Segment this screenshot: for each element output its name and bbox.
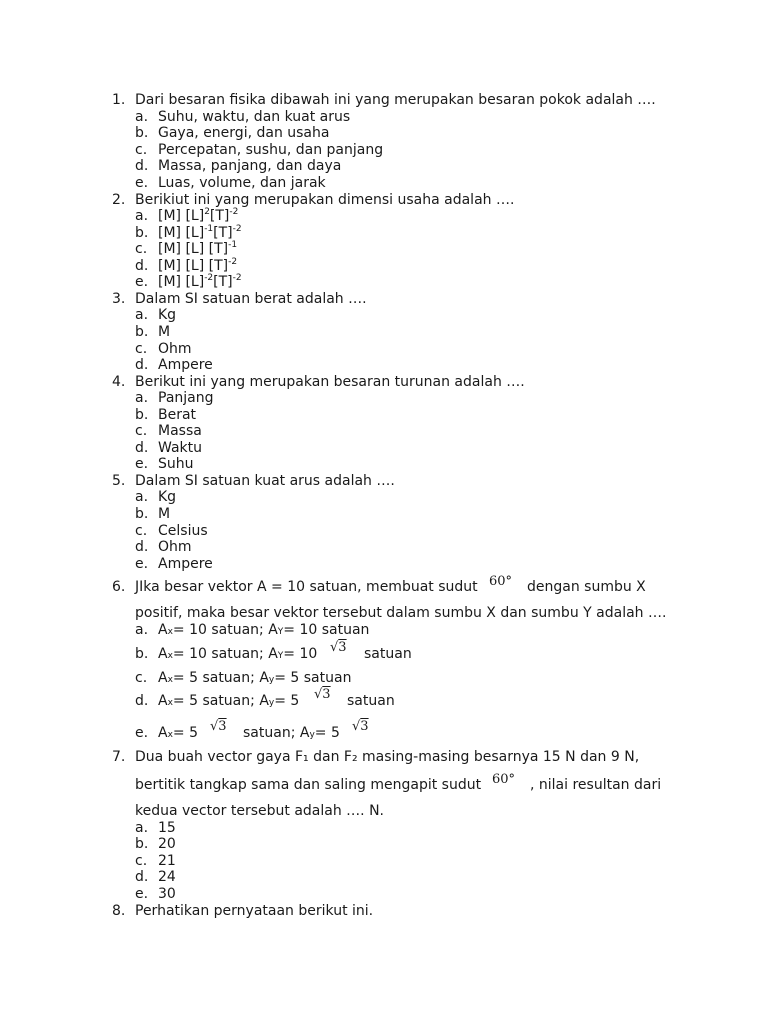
option-value: = 10 satuan; [172, 646, 269, 662]
question-number: 4. [112, 374, 126, 390]
option-text: Massa [158, 423, 202, 439]
question-text: Berikiut ini yang merupakan dimensi usaha adalah …. [135, 192, 515, 208]
vector-symbol: A [268, 646, 278, 662]
option-letter: e. [135, 556, 149, 572]
question-text: kedua vector tersebut adalah …. N. [135, 803, 384, 819]
option-text [158, 725, 198, 744]
exponent: -2 [204, 273, 214, 283]
vector-symbol: A [259, 670, 269, 686]
option-letter: d. [135, 440, 149, 456]
dim-base: [T] [209, 208, 230, 224]
sqrt-symbol: √ [330, 640, 339, 655]
vector-symbol: A [259, 693, 269, 709]
option-letter: c. [135, 241, 148, 257]
subscript: x [167, 698, 173, 708]
option-text: Luas, volume, dan jarak [158, 175, 326, 191]
option-value: = 5 [274, 693, 300, 709]
option-letter: e. [135, 175, 149, 191]
question-text: dengan sumbu X [527, 579, 646, 595]
dim-base: [M] [L] [158, 274, 205, 290]
vector-symbol: A [158, 670, 168, 686]
option-value: = 5 [314, 725, 340, 741]
question-text: Berikut ini yang merupakan besaran turunan adalah …. [135, 374, 525, 390]
question-text: , nilai resultan dari [530, 777, 662, 793]
dim-base: [M] [L] [T] [158, 258, 229, 274]
question-number: 3. [112, 291, 126, 307]
option-letter: e. [135, 886, 149, 902]
option-unit: satuan [347, 693, 395, 709]
exponent: 2 [204, 207, 210, 217]
option-letter: c. [135, 670, 148, 686]
vector-symbol: A [299, 725, 310, 741]
option-text: 24 [158, 869, 176, 885]
option-letter: b. [135, 324, 149, 340]
option-text: M [158, 324, 171, 340]
subscript: x [167, 730, 173, 740]
option-value: = 5 satuan [274, 670, 352, 686]
option-text: Gaya, energi, dan usaha [158, 125, 330, 141]
option-value: = 5 [172, 725, 198, 741]
option-text: Suhu [158, 456, 194, 472]
question-text: Dalam SI satuan berat adalah …. [135, 291, 367, 307]
option-text: Suhu, waktu, dan kuat arus [158, 109, 351, 125]
question-text: Dalam SI satuan kuat arus adalah …. [135, 473, 395, 489]
option-letter: a. [135, 109, 149, 125]
dim-base: [M] [L] [158, 208, 205, 224]
option-letter: b. [135, 407, 149, 423]
option-text: 30 [158, 886, 176, 902]
vector-symbol: A [158, 646, 168, 662]
option-letter: d. [135, 158, 149, 174]
option-value: = 5 satuan; [172, 670, 260, 686]
exponent: -2 [228, 257, 238, 267]
option-text: Kg [158, 307, 177, 323]
option-text [158, 622, 369, 641]
question-text: Perhatikan pernyataan berikut ini. [135, 903, 374, 919]
sqrt-symbol: √ [210, 719, 219, 734]
option-letter: d. [135, 693, 149, 709]
option-letter: a. [135, 489, 149, 505]
sqrt-equation [210, 719, 227, 734]
option-text: Kg [158, 489, 177, 505]
option-text [243, 725, 340, 744]
option-text: Ampere [158, 556, 213, 572]
question-number: 2. [112, 192, 126, 208]
question-text: bertitik tangkap sama dan saling mengapit sudut [135, 777, 482, 793]
option-letter: e. [135, 274, 149, 290]
option-letter: c. [135, 523, 148, 539]
question-text: Dari besaran fisika dibawah ini yang merupakan besaran pokok adalah …. [135, 92, 656, 108]
option-letter: a. [135, 622, 149, 638]
subscript: y [309, 730, 315, 740]
option-letter: a. [135, 820, 149, 836]
option-text: Ampere [158, 357, 213, 373]
option-text: Berat [158, 407, 197, 423]
option-letter: b. [135, 836, 149, 852]
option-letter: c. [135, 142, 148, 158]
subscript: x [167, 651, 173, 661]
option-text: Percepatan, sushu, dan panjang [158, 142, 384, 158]
exponent: -2 [232, 273, 242, 283]
vector-symbol: A [158, 693, 168, 709]
angle-equation: 60° [492, 772, 516, 787]
subscript: Y [277, 651, 284, 661]
option-value: = 5 satuan; [172, 693, 260, 709]
radicand: 3 [218, 719, 227, 734]
question-number: 7. [112, 749, 126, 765]
sqrt-equation [314, 687, 331, 702]
question-text: Dua buah vector gaya F₁ dan F₂ masing-masing besarnya 15 N dan 9 N, [135, 749, 640, 765]
option-letter: d. [135, 869, 149, 885]
radicand: 3 [360, 719, 369, 734]
question-number: 8. [112, 903, 126, 919]
option-text: Celsius [158, 523, 208, 539]
option-text: 15 [158, 820, 176, 836]
option-unit: satuan; [243, 725, 300, 741]
option-letter: d. [135, 539, 149, 555]
subscript: x [167, 675, 173, 685]
radicand: 3 [322, 687, 331, 702]
option-text: 20 [158, 836, 176, 852]
subscript: Y [277, 627, 284, 637]
option-text [158, 646, 317, 665]
option-value: = 10 [283, 646, 318, 662]
option-text: M [158, 506, 171, 522]
subscript: y [268, 698, 275, 708]
option-letter: d. [135, 258, 149, 274]
option-letter: c. [135, 853, 148, 869]
question-number: 6. [112, 579, 126, 595]
exponent: -1 [204, 224, 214, 234]
exponent: -1 [228, 240, 238, 250]
option-text: Panjang [158, 390, 214, 406]
vector-symbol: A [158, 622, 168, 638]
option-unit: satuan [364, 646, 412, 662]
subscript: y [268, 675, 275, 685]
option-letter: a. [135, 390, 149, 406]
question-number: 5. [112, 473, 126, 489]
sqrt-symbol: √ [352, 719, 361, 734]
option-letter: b. [135, 125, 149, 141]
question-text: positif, maka besar vektor tersebut dalam sumbu X dan sumbu Y adalah …. [135, 605, 667, 621]
vector-symbol: A [268, 622, 278, 638]
option-letter: a. [135, 307, 149, 323]
option-letter: c. [135, 341, 148, 357]
option-text: Massa, panjang, dan daya [158, 158, 342, 174]
option-letter: b. [135, 646, 149, 662]
option-text: Ohm [158, 539, 192, 555]
option-letter: e. [135, 725, 149, 741]
option-letter: d. [135, 357, 149, 373]
option-letter: b. [135, 506, 149, 522]
option-letter: b. [135, 225, 149, 241]
option-letter: c. [135, 423, 148, 439]
sqrt-symbol: √ [314, 687, 323, 702]
option-value: = 10 satuan [283, 622, 370, 638]
question-number: 1. [112, 92, 126, 108]
option-value: = 10 satuan; [172, 622, 269, 638]
radicand: 3 [338, 640, 347, 655]
dim-base: [M] [L] [T] [158, 241, 229, 257]
sqrt-equation [330, 640, 347, 655]
option-text: 21 [158, 853, 176, 869]
exponent: -2 [229, 207, 239, 217]
dim-base: [T] [213, 274, 233, 290]
option-text [158, 693, 299, 712]
option-text: Waktu [158, 440, 202, 456]
dim-base: [T] [213, 225, 233, 241]
vector-symbol: A [158, 725, 168, 741]
option-letter: e. [135, 456, 149, 472]
dim-base: [M] [L] [158, 225, 205, 241]
option-letter: a. [135, 208, 149, 224]
question-text: JIka besar vektor A = 10 satuan, membuat sudut [135, 579, 478, 595]
angle-equation: 60° [489, 574, 513, 589]
sqrt-equation [352, 719, 369, 734]
exponent: -2 [232, 224, 242, 234]
subscript: x [167, 627, 173, 637]
option-text: Ohm [158, 341, 192, 357]
